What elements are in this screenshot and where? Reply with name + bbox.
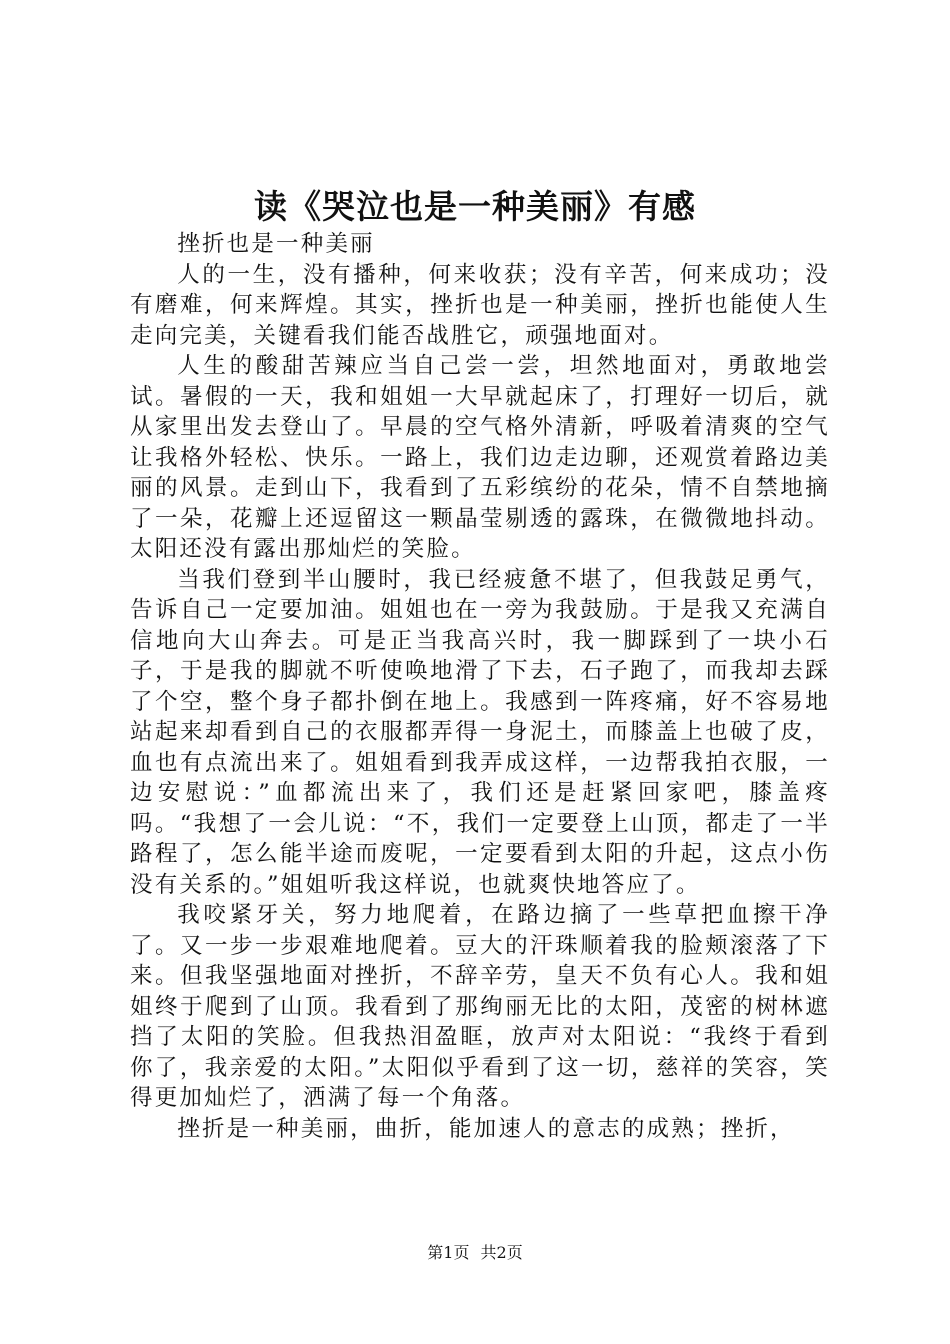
paragraph: 挫折也是一种美丽: [177, 231, 375, 257]
page-footer: [0, 1242, 950, 1264]
paragraph: 挫折是一种美丽，曲折，能加速人的意志的成熟；挫折，: [177, 1115, 795, 1142]
paragraph: 当我们登到半山腰时，我已经疲惫不堪了，但我鼓足勇气，告诉自己一定要加油。姐姐也在一旁为我鼓励。于是我又充满自信地向大山奔去。可是正当我高兴时，我一脚踩到了一块小石子，于是我的脚就不听使唤地滑了下去，石子跑了，而我却去踩了个空，整个身子都扑倒在地上。我感到一阵疼痛，好不容易地站起来却看到自己的衣服都弄得一身泥土，而膝盖上也破了皮，血也有点流出来了。姐姐看到我弄成这样，一边帮我拍衣服，一边安慰说：”血都流出来了，我们还是赶紧回家吧，膝盖疼吗。“我想了一会儿说：“不，我们一定要登上山顶，都走了一半路程了，怎么能半途而废呢，一定要看到太阳的升起，这点小伤没有关系的。”姐姐听我这样说，也就爽快地答应了。: [130, 566, 830, 898]
paragraph: 人生的酸甜苦辣应当自己尝一尝，坦然地面对，勇敢地尝试。暑假的一天，我和姐姐一大早就起床了，打理好一切后，就从家里出发去登山了。早晨的空气格外清新，呼吸着清爽的空气让我格外轻松、快乐。一路上，我们边走边聊，还观赏着路边美丽的风景。走到山下，我看到了五彩缤纷的花朵，情不自禁地摘了一朵，花瓣上还逗留这一颗晶莹剔透的露珠，在微微地抖动。太阳还没有露出那灿烂的笑脸。: [130, 353, 830, 562]
paragraph: 人的一生，没有播种，何来收获；没有辛苦，何来成功；没有磨难，何来辉煌。其实，挫折也是一种美丽，挫折也能使人生走向完美，关键看我们能否战胜它，顽强地面对。: [130, 261, 830, 349]
document-title: 读《哭泣也是一种美丽》有感: [254, 187, 696, 226]
page-number: 第1页: [427, 1243, 470, 1262]
document-body: [130, 229, 830, 1144]
page-total: 共2页: [480, 1243, 523, 1262]
paragraph: 我咬紧牙关，努力地爬着，在路边摘了一些草把血擦干净了。又一步一步艰难地爬着。豆大的汗珠顺着我的脸颊滚落了下来。但我坚强地面对挫折，不辞辛劳，皇天不负有心人。我和姐姐终于爬到了山顶。我看到了那绚丽无比的太阳，茂密的树林遮挡了太阳的笑脸。但我热泪盈眶，放声对太阳说：“我终于看到你了，我亲爱的太阳。”太阳似乎看到了这一切，慈祥的笑容，笑得更加灿烂了，洒满了每一个角落。: [130, 902, 830, 1111]
